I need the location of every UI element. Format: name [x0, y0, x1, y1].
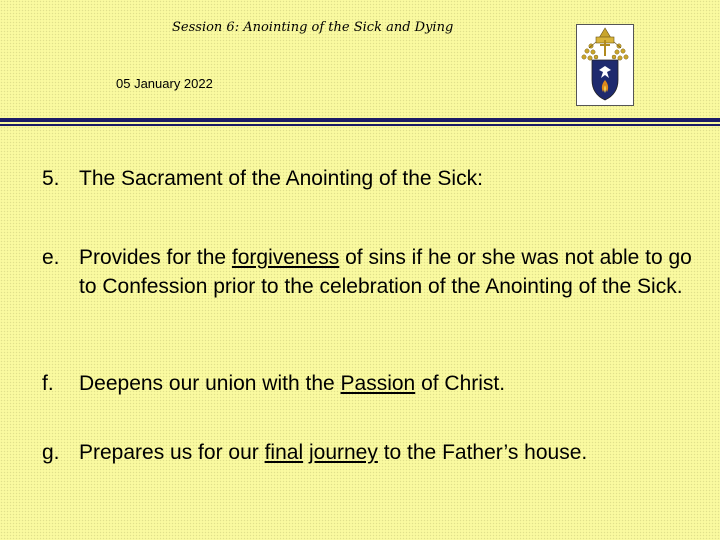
item-text: Deepens our union with the Passion of Christ.: [79, 372, 506, 395]
header-title: Session 6: Anointing of the Sick and Dying: [172, 20, 454, 35]
coat-of-arms-icon: [579, 26, 631, 104]
item-text: Provides for the forgiveness of sins if he or she was not able to go to Confession prior to the celebration of the Anointing of the Sick.: [79, 246, 692, 298]
underlined-word: forgiveness: [231, 246, 340, 269]
underlined-word: Passion: [340, 372, 416, 395]
item-marker: e.: [42, 246, 60, 269]
header-rule-thick: [0, 118, 720, 122]
underlined-word: final: [264, 441, 304, 464]
item-text: Prepares us for our final journey to the Father’s house.: [79, 441, 588, 464]
header-date: 05 January 2022: [116, 76, 213, 91]
crest: [576, 24, 634, 106]
item-marker: f.: [42, 372, 54, 395]
underlined-word: journey: [308, 441, 378, 464]
heading-text: The Sacrament of the Anointing of the Sick:: [79, 167, 483, 190]
header-rule-thin: [0, 124, 720, 126]
section-heading: [42, 164, 692, 193]
item-marker: g.: [42, 441, 60, 464]
heading-number: 5.: [42, 167, 60, 190]
list-item-g: [42, 438, 692, 467]
list-item-f: [42, 369, 692, 398]
list-item-e: [42, 243, 692, 301]
